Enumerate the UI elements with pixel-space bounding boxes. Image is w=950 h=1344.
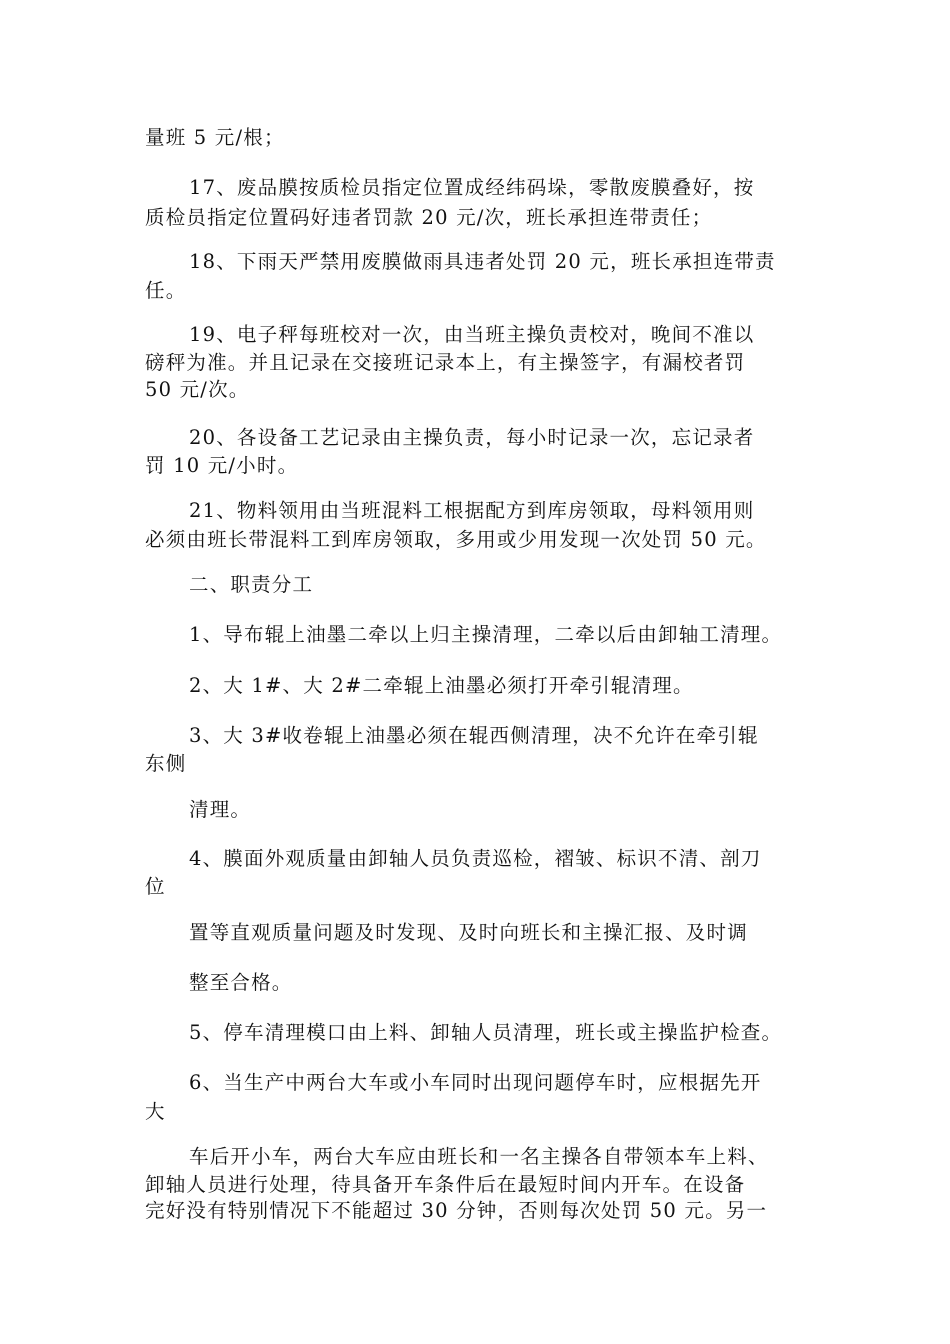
text-line: 置等直观质量问题及时发现、及时向班长和主操汇报、及时调 [189,921,748,944]
text-line: 清理。 [189,798,252,821]
text-line: 车后开小车，两台大车应由班长和一名主操各自带领本车上料、 [189,1145,769,1168]
text-line: 17、废品膜按质检员指定位置成经纬码垛，零散废膜叠好，按 [189,176,755,199]
text-line: 磅秤为准。并且记录在交接班记录本上，有主操签字，有漏校者罚 [145,351,746,374]
text-line: 4、膜面外观质量由卸轴人员负责巡检，褶皱、标识不清、剖刀 [189,847,762,870]
text-line: 1、导布辊上油墨二牵以上归主操清理，二牵以后由卸轴工清理。 [189,623,783,646]
text-line: 质检员指定位置码好违者罚款 20 元/次，班长承担连带责任； [145,206,713,229]
text-line: 罚 10 元/小时。 [145,454,299,477]
text-line: 任。 [145,279,187,302]
text-line: 整至合格。 [189,971,293,994]
section-heading: 二、职责分工 [189,573,314,596]
text-line: 大 [145,1100,166,1123]
text-line: 18、下雨天严禁用废膜做雨具违者处罚 20 元，班长承担连带责 [189,250,776,273]
text-line: 21、物料领用由当班混料工根据配方到库房领取，母料领用则 [189,499,755,522]
text-line: 量班 5 元/根； [145,126,285,149]
text-line: 19、电子秤每班校对一次，由当班主操负责校对，晚间不准以 [189,323,755,346]
text-line: 2、大 1#、大 2#二牵辊上油墨必须打开牵引辊清理。 [189,674,694,697]
text-line: 5、停车清理模口由上料、卸轴人员清理，班长或主操监护检查。 [189,1021,783,1044]
text-line: 3、大 3#收卷辊上油墨必须在辊西侧清理，决不允许在牵引辊 [189,724,759,747]
text-line: 完好没有特别情况下不能超过 30 分钟，否则每次处罚 50 元。另一 [145,1199,768,1222]
text-line: 6、当生产中两台大车或小车同时出现问题停车时，应根据先开 [189,1071,762,1094]
text-line: 20、各设备工艺记录由主操负责，每小时记录一次，忘记录者 [189,426,755,449]
text-line: 必须由班长带混料工到库房领取，多用或少用发现一次处罚 50 元。 [145,528,767,551]
text-line: 卸轴人员进行处理，待具备开车条件后在最短时间内开车。在设备 [145,1173,746,1196]
text-line: 50 元/次。 [145,378,250,401]
text-line: 东侧 [145,752,187,775]
text-line: 位 [145,875,166,898]
